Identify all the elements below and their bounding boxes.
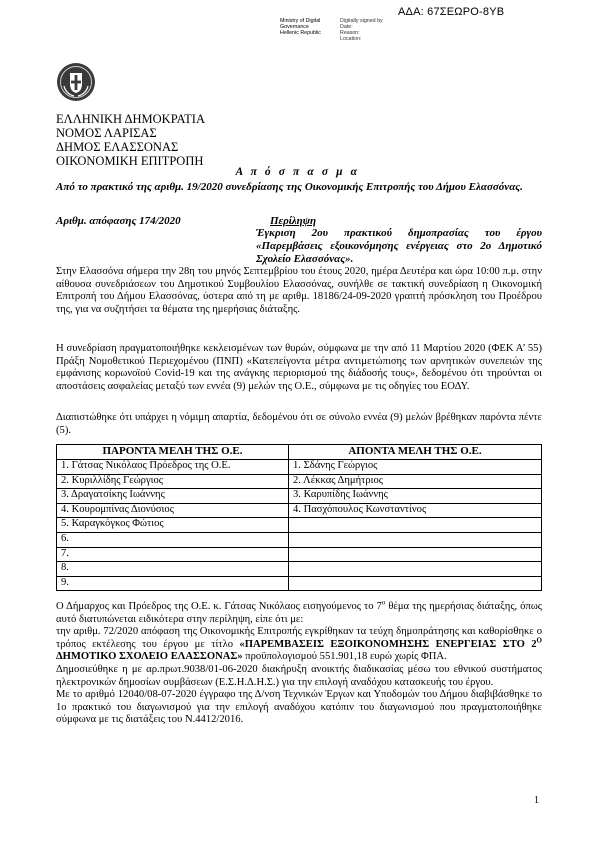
forwarding-text: Με το αριθμό 12040/08-07-2020 έγγραφο της Δ/νση Τεχνικών Έργων και Υποδομών του Δήμου διαβιβάσθηκε το 1ο πρακτικό του διαγωνισμού για την επιλογή αναδόχου κατόπιν του διαγωνισμού που πραγματοποιήθηκε σύμφωνα με τις διατάξεις του Ν.4412/2016. bbox=[56, 689, 542, 726]
absent-member bbox=[289, 518, 542, 533]
approval-text-start: την αριθμ. 72/2020 απόφαση της Οικονομικής Επιτροπής εγκρίθηκαν τα τεύχη δημοπράτησης και καθορίσθηκε ο τρόπος εκτέλεσης του έργου με τίτλο bbox=[56, 626, 542, 650]
signature-issuer bbox=[280, 18, 340, 36]
header-committee: ΟΙΚΟΝΟΜΙΚΗ ΕΠΙΤΡΟΠΗ bbox=[56, 154, 204, 168]
table-row bbox=[57, 576, 542, 591]
budget-text: προϋπολογισμού 551.901,18 ευρώ χωρίς ΦΠΑ. bbox=[242, 651, 447, 663]
signature-detail-line: Reason: bbox=[340, 30, 360, 36]
table-row bbox=[57, 503, 542, 518]
table-row bbox=[57, 547, 542, 562]
rapporteur-intro bbox=[56, 598, 542, 626]
signature-issuer-line: Governance bbox=[280, 24, 309, 30]
table-row bbox=[57, 562, 542, 577]
absent-member: 2. Λέκκας Δημήτριος bbox=[289, 474, 542, 489]
present-member: 4. Κουρομπίνας Διονύσιος bbox=[57, 503, 289, 518]
members-table bbox=[56, 444, 542, 591]
present-member: 6. bbox=[57, 532, 289, 547]
greek-emblem-icon bbox=[56, 62, 96, 102]
project-title-end: ΔΗΜΟΤΙΚΟ ΣΧΟΛΕΙΟ ΕΛΑΣΣΟΝΑΣ» bbox=[56, 651, 243, 663]
rapporteur-text-cont: θέμα της ημερήσιας διάταξης, όπως αυτό διατυπώνεται ειδικότερα στην περίληψη, είπε ότι με: bbox=[56, 601, 542, 625]
ordinal-superscript: ο bbox=[381, 598, 386, 607]
announcement-text: Δημοσιεύθηκε η με αρ.πρωτ.9038/01-06-2020 διακήρυξη ανοικτής διαδικασίας μέσω του εθνικού συστήματος ηλεκτρονικών δημοσίων συμβάσεων (Ε.Σ.Η.Δ.Η.Σ.) για την επιλογή αναδόχου κατασκευής του έργου. bbox=[56, 663, 542, 688]
page-number: 1 bbox=[534, 795, 539, 806]
absent-member bbox=[289, 532, 542, 547]
summary-title: Περίληψη bbox=[270, 215, 317, 227]
signature-detail-line: Digitally signed by bbox=[340, 18, 383, 24]
table-row bbox=[57, 518, 542, 533]
intro-text: Από το πρακτικό της αριθμ. 19/2020 συνεδρίασης της Οικονομικής Επιτροπής του Δήμου Ελασσόνας. bbox=[56, 181, 523, 193]
present-member: 9. bbox=[57, 576, 289, 591]
present-member: 2. Κυριλλίδης Γεώργιος bbox=[57, 474, 289, 489]
present-member: 1. Γάτσας Νικόλαος Πρόεδρος της Ο.Ε. bbox=[57, 460, 289, 475]
decision-number: Αριθμ. απόφασης 174/2020 bbox=[56, 215, 181, 227]
table-row bbox=[57, 532, 542, 547]
table-header-row bbox=[57, 445, 542, 460]
absent-member: 3. Καρυπίδης Ιωάννης bbox=[289, 489, 542, 504]
present-member: 8. bbox=[57, 562, 289, 577]
absent-member bbox=[289, 547, 542, 562]
ada-code: ΑΔΑ: 67ΣΕΩΡΟ-8ΥΒ bbox=[398, 6, 505, 18]
excerpt-title: Α π ό σ π α σ μ α bbox=[235, 166, 360, 178]
header-prefecture: ΝΟΜΟΣ ΛΑΡΙΣΑΣ bbox=[56, 126, 157, 140]
summary-text: Έγκριση 2ου πρακτικού δημοπρασίας του έργου «Παρεμβάσεις εξοικονόμησης ενέργειας στο 2ο Δημοτικό Σχολείο Ελασσόνας». bbox=[256, 227, 542, 265]
absent-member: 1. Σδάνης Γεώργιος bbox=[289, 460, 542, 475]
header-republic: ΕΛΛΗΝΙΚΗ ΔΗΜΟΚΡΑΤΙΑ bbox=[56, 112, 205, 126]
present-member: 3. Δραγατσίκης Ιωάννης bbox=[57, 489, 289, 504]
header-municipality: ΔΗΜΟΣ ΕΛΑΣΣΟΝΑΣ bbox=[56, 140, 179, 154]
paragraph-closed-doors: Η συνεδρίαση πραγματοποιήθηκε κεκλεισμένων των θυρών, σύμφωνα με την από 11 Μαρτίου 2020 (ΦΕΚ Α’ 55) Πράξη Νομοθετικού Περιεχομένου (ΠΝΠ) «Κατεπείγοντα μέτρα αντιμετώπισης των αρνητικών συνεπειών της εμφάνισης κορωνοϊού Covid-19 και της ανάγκης περιορισμού της διάδοσής τους», δεδομένου ότι τηρούνται οι αποστάσεις ασφαλείας μεταξύ των εννέα (9) μελών της Ο.Ε., σύμφωνα με τις οδηγίες του ΕΟΔΥ. bbox=[56, 343, 542, 392]
project-title-superscript: Ο bbox=[536, 636, 542, 645]
approval-text bbox=[56, 626, 542, 664]
signature-issuer-line: Ministry of Digital bbox=[280, 18, 321, 24]
present-members-header: ΠΑΡΟΝΤΑ ΜΕΛΗ ΤΗΣ Ο.Ε. bbox=[57, 445, 289, 460]
signature-details bbox=[340, 18, 430, 42]
paragraph-rapporteur bbox=[56, 598, 542, 727]
present-member: 7. bbox=[57, 547, 289, 562]
signature-issuer-line: Hellenic Republic bbox=[280, 30, 321, 36]
absent-member: 4. Πασχόπουλος Κωνσταντίνος bbox=[289, 503, 542, 518]
project-title: «ΠΑΡΕΜΒΑΣΕΙΣ ΕΞΟΙΚΟΝΟΜΗΣΗΣ ΕΝΕΡΓΕΙΑΣ ΣΤΟ 2 bbox=[239, 638, 537, 650]
table-row bbox=[57, 460, 542, 475]
document-header bbox=[56, 112, 205, 168]
absent-member bbox=[289, 576, 542, 591]
signature-detail-line: Date: bbox=[340, 24, 353, 30]
absent-member bbox=[289, 562, 542, 577]
present-member: 5. Καραγκόγκος Φώτιος bbox=[57, 518, 289, 533]
table-row bbox=[57, 489, 542, 504]
paragraph-quorum: Διαπιστώθηκε ότι υπάρχει η νόμιμη απαρτία, δεδομένου ότι σε σύνολο εννέα (9) μελών βρέθηκαν παρόντα πέντε (5). bbox=[56, 412, 542, 436]
absent-members-header: ΑΠΟΝΤΑ ΜΕΛΗ ΤΗΣ Ο.Ε. bbox=[289, 445, 542, 460]
paragraph-meeting: Στην Ελασσόνα σήμερα την 28η του μηνός Σεπτεμβρίου του έτους 2020, ημέρα Δευτέρα και ώρα 10:00 π.μ. στην αίθουσα συνεδριάσεων του Δημοτικού Συμβουλίου Ελασσόνας, συνήλθε σε τακτική συνεδρίαση η Οικονομική Επιτροπή του Δήμου Ελασσόνας, ύστερα από τη με αριθμ. 18186/24-09-2020 γραπτή πρόσκληση του Προέδρου της, για να συζητήσει τα θέματα της ημερήσιας διάταξης. bbox=[56, 266, 542, 315]
table-row bbox=[57, 474, 542, 489]
rapporteur-text: Ο Δήμαρχος και Πρόεδρος της Ο.Ε. κ. Γάτσας Νικόλαος εισηγούμενος το 7 bbox=[56, 601, 382, 612]
signature-detail-line: Location: bbox=[340, 36, 362, 42]
